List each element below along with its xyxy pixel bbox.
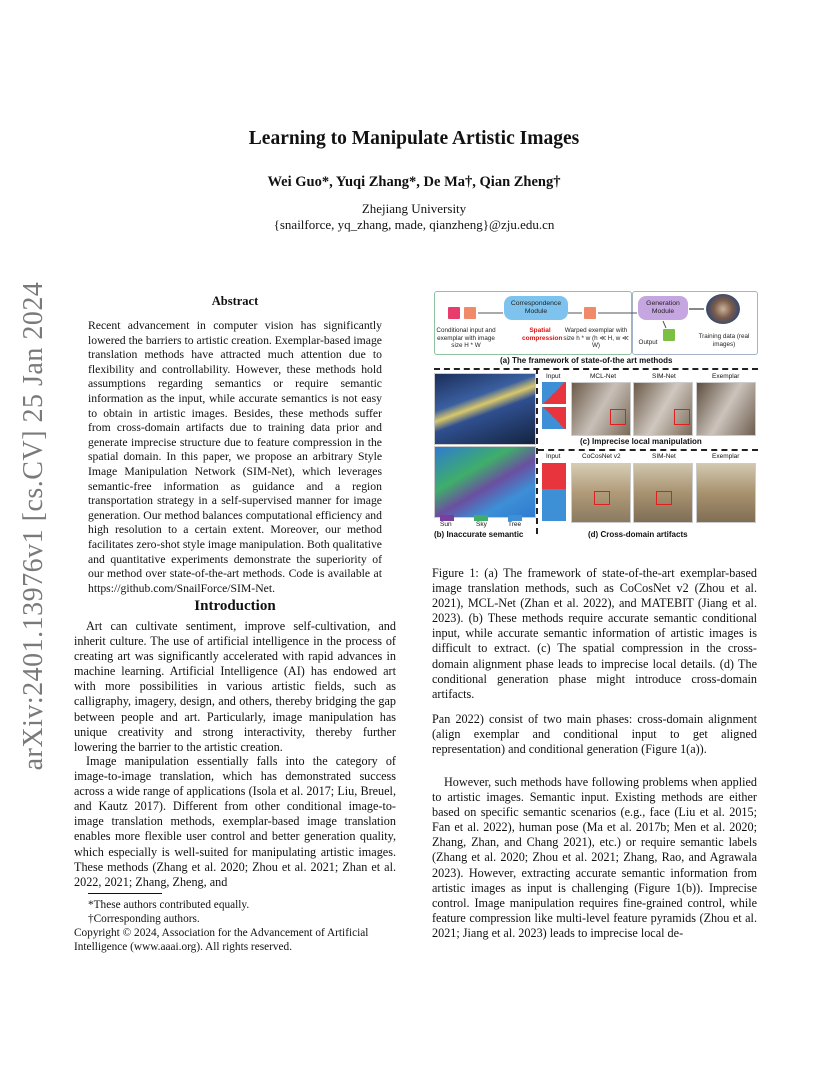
affiliation-block (0, 201, 828, 233)
c-label-exemplar: Exemplar (712, 373, 740, 380)
figure-caption: Figure 1: (a) The framework of state-of-the-art exemplar-based image translation methods, such as CoCosNet v2 (Zhou et al. 2021), MCL-Net (Zhan et al. 2022), and MATEBIT (Jiang et al. 2023). (b) These methods require accurate semantic conditional input, while accurate semantic information of artistic images is difficult to extract. (c) The spatial compression in the cross-domain alignment phase leads to imprecise local details. (d) The conditional generation phase might introduce cross-domain artifacts. (432, 566, 757, 701)
fig-b-caption: (b) Inaccurate semantic (434, 530, 524, 539)
c-input-mask-1 (542, 382, 566, 404)
generation-module: Generation Module (638, 296, 688, 320)
author-list: Wei Guo*, Yuqi Zhang*, De Ma†, Qian Zheng† (267, 174, 561, 190)
intro-p2-text: Image manipulation essentially falls into the category of image-to-image translation, which has demonstrated success across a wide range of applications (Isola et al. 2017; Liu, Breuel, and Kautz 2017). Different from other conditional image-to-image translation methods, exemplar-based image translation enables more flexible user control and better generation quality, which especially is well-suited for manipulating artistic images. These methods (Zhang et al. 2020; Zhou et al. 2021; Zhan et al. 2022, 2021; Zhang, Zheng, and (74, 754, 396, 889)
starry-night-painting (434, 373, 536, 445)
spatial-compression-label: Spatial compression (522, 327, 563, 342)
semantic-map (434, 446, 536, 518)
d-cocosnet-highlight (594, 491, 610, 505)
abstract-text: Recent advancement in computer vision has significantly lowered the barriers to artistic creation. Exemplar-based image translation methods have attracted much attention due to flexibility and controllability. However, these methods hold assumptions regarding semantics or require semantic information as the input, while accurate semantics is not easy to obtain in artistic images. Besides, these methods suffer from cross-domain artifacts due to training data prior and generate imprecise structure due to feature compression in the spatial domain. In this paper, we propose an arbitrary Style Image Manipulation Network (SIM-Net), which leverages semantic-free information as guidance and a region transportation strategy in a self-supervised manner for image generation. Our method balances computational efficiency and high resolution to a certain extent. Moreover, our method facilitates zero-shot style image manipulation. Both qualitative and quantitative experiments demonstrate the superiority of our method over state-of-the-art methods. Code is available at https://github.com/SnailForce/SIM-Net. (88, 319, 382, 595)
conditional-input-label: Conditional input and exemplar with image size H * W (436, 327, 496, 350)
c-input-mask-2 (542, 407, 566, 429)
fig-d-caption: (d) Cross-domain artifacts (588, 530, 688, 539)
output-label: Output (638, 339, 658, 346)
affiliation: Zhejiang University (361, 201, 467, 216)
framework-arrows (434, 291, 758, 355)
right-p2-text: However, such methods have following problems when applied to artistic images. Semantic input. Existing methods are either based on specific semantic scenarios (e.g., face (Liu et al. 2015; Fan et al. 2022), human pose (Ma et al. 2017b; Men et al. 2020; Zhang, Zhan, and Chang 2021), etc.) or require semantic labels (Zhang et al. 2020; Zhou et al. 2021; Zhang, Rao, and Agrawala 2023). However, extracting accurate semantic information from artistic images as input is challenging (Figure 1(b)). Imprecise control. Image manipulation requires fine-grained control, while feature compression like multi-level feature pyramids (Zhou et al. 2021; Jiang et al. 2023) leads to imprecise local de- (432, 775, 757, 940)
copyright-notice: Copyright © 2024, Association for the Advancement of Artificial Intelligence (www.aaai.org). All rights reserved. (74, 927, 369, 953)
intro-p1-text: Art can cultivate sentiment, improve self-cultivation, and inherit culture. The use of artificial intelligence in the process of creating art was significantly accelerated with rapid advances in machine learning. Artificial Intelligence (AI) has endowed art with more possibilities in various artistic fields, such as calligraphy, imagery, design, and others, thereby bridging the gap between people and art. Particularly, image manipulation has unique creativity and strong interactivity, thereby further lowering the barrier to the artistic creation. (74, 619, 396, 754)
training-data-label: Training data (real images) (698, 333, 750, 348)
d-label-sim: SIM-Net (652, 453, 676, 460)
abstract-heading: Abstract (211, 294, 259, 308)
fig-divider-vertical (536, 368, 538, 534)
intro-paragraph-1 (74, 619, 396, 755)
d-label-cocosnet: CoCosNet v2 (582, 453, 621, 460)
introduction-heading: Introduction (194, 598, 276, 614)
figure-1 (434, 291, 758, 543)
legend-sun: Sun (440, 521, 452, 528)
footnote-rule (88, 893, 162, 894)
c-sim-highlight (674, 409, 690, 425)
fig-divider-top (434, 368, 758, 370)
footnote-equal: *These authors contributed equally. (88, 899, 250, 911)
intro-paragraph-2 (74, 754, 396, 890)
legend-sky: Sky (476, 521, 487, 528)
c-exemplar (696, 382, 756, 436)
d-exemplar (696, 463, 756, 523)
d-input-mask (542, 463, 566, 521)
fig-a-caption: (a) The framework of state-of-the art methods (500, 356, 673, 365)
d-label-exemplar: Exemplar (712, 453, 740, 460)
footnote-corresponding: †Corresponding authors. (88, 913, 200, 925)
c-label-input: Input (546, 373, 561, 380)
legend-tree: Tree (508, 521, 522, 528)
c-label-mcl: MCL-Net (590, 373, 617, 380)
arxiv-stamp (4, 281, 64, 771)
right-paragraph-1 (432, 712, 757, 757)
warped-exemplar-label: Warped exemplar with size h * w (h ≪ H, w ≪ W) (563, 327, 629, 350)
d-sim-highlight (656, 491, 672, 505)
right-p1-text: Pan 2022) consist of two main phases: cross-domain alignment (align exemplar and conditional input to get aligned representation) and conditional generation (Figure 1(a)). (432, 712, 757, 757)
right-paragraph-2 (432, 775, 757, 941)
fig-c-caption: (c) Imprecise local manipulation (580, 437, 702, 446)
c-mcl-highlight (610, 409, 626, 425)
arrow-to-output (663, 321, 666, 328)
d-label-input: Input (546, 453, 561, 460)
paper-title: Learning to Manipulate Artistic Images (248, 128, 580, 149)
author-emails: {snailforce, yq_zhang, made, qianzheng}@zju.edu.cn (273, 217, 555, 232)
fig-divider-middle (538, 449, 758, 451)
correspondence-module: Correspondence Module (504, 296, 568, 320)
c-label-sim: SIM-Net (652, 373, 676, 380)
arxiv-stamp-text: arXiv:2401.13976v1 [cs.CV] 25 Jan 2024 (18, 281, 49, 771)
